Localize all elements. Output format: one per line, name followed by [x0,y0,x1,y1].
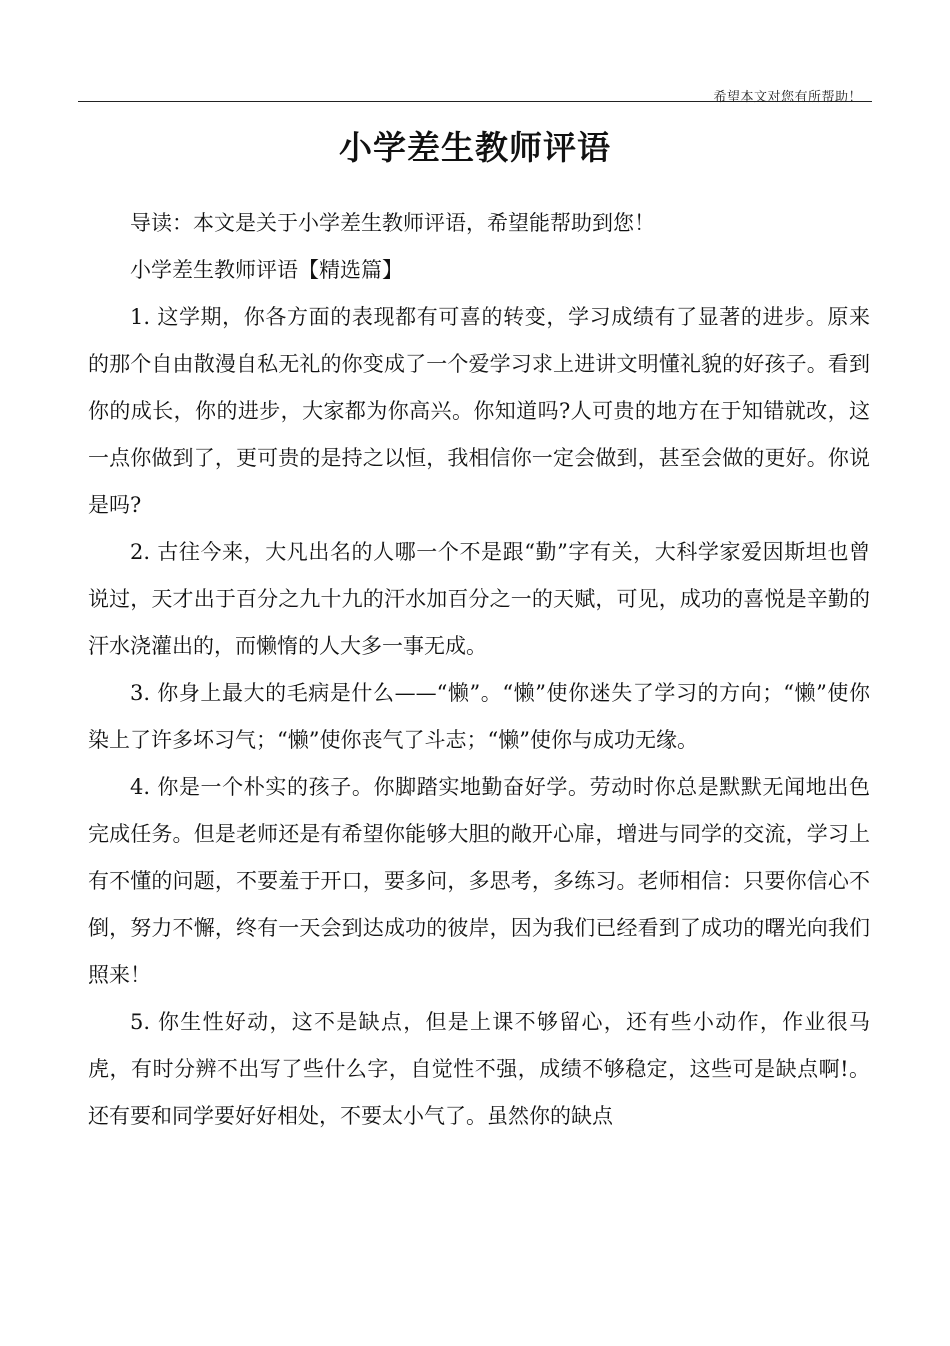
comment-paragraph-2: 2. 古往今来，大凡出名的人哪一个不是跟“勤”字有关，大科学家爱因斯坦也曾说过，天才出于百分之九十九的汗水加百分之一的天赋，可见，成功的喜悦是辛勤的汗水浇灌出的，而懒惰的人大多一事无成。 [88,540,870,658]
header-divider [78,101,872,102]
comment-paragraph-5: 5. 你生性好动，这不是缺点，但是上课不够留心，还有些小动作，作业很马虎，有时分辨不出写了些什么字，自觉性不强，成绩不够稳定，这些可是缺点啊!。还有要和同学要好好相处，不要太小气了。虽然你的缺点 [88,1010,870,1128]
header-note: 希望本文对您有所帮助！ [713,90,862,105]
intro-paragraph: 导读：本文是关于小学差生教师评语，希望能帮助到您！ [130,211,655,235]
comment-paragraph-1: 1. 这学期，你各方面的表现都有可喜的转变，学习成绩有了显著的进步。原来的那个自由散漫自私无礼的你变成了一个爱学习求上进讲文明懂礼貌的好孩子。看到你的成长，你的进步，大家都为你高兴。你知道吗?人可贵的地方在于知错就改，这一点你做到了，更可贵的是持之以恒，我相信你一定会做到，甚至会做的更好。你说是吗? [88,305,870,517]
comment-paragraph-3: 3. 你身上最大的毛病是什么——“懒”。“懒”使你迷失了学习的方向；“懒”使你染上了许多坏习气；“懒”使你丧气了斗志；“懒”使你与成功无缘。 [88,681,870,752]
section-heading: 小学差生教师评语【精选篇】 [130,258,403,282]
page-title: 小学差生教师评语 [339,128,611,167]
comment-paragraph-4: 4. 你是一个朴实的孩子。你脚踏实地勤奋好学。劳动时你总是默默无闻地出色完成任务。但是老师还是有希望你能够大胆的敞开心扉，增进与同学的交流，学习上有不懂的问题，不要羞于开口，要多问，多思考，多练习。老师相信：只要你信心不倒，努力不懈，终有一天会到达成功的彼岸，因为我们已经看到了成功的曙光向我们照来！ [88,775,870,987]
document-body [88,200,870,1140]
